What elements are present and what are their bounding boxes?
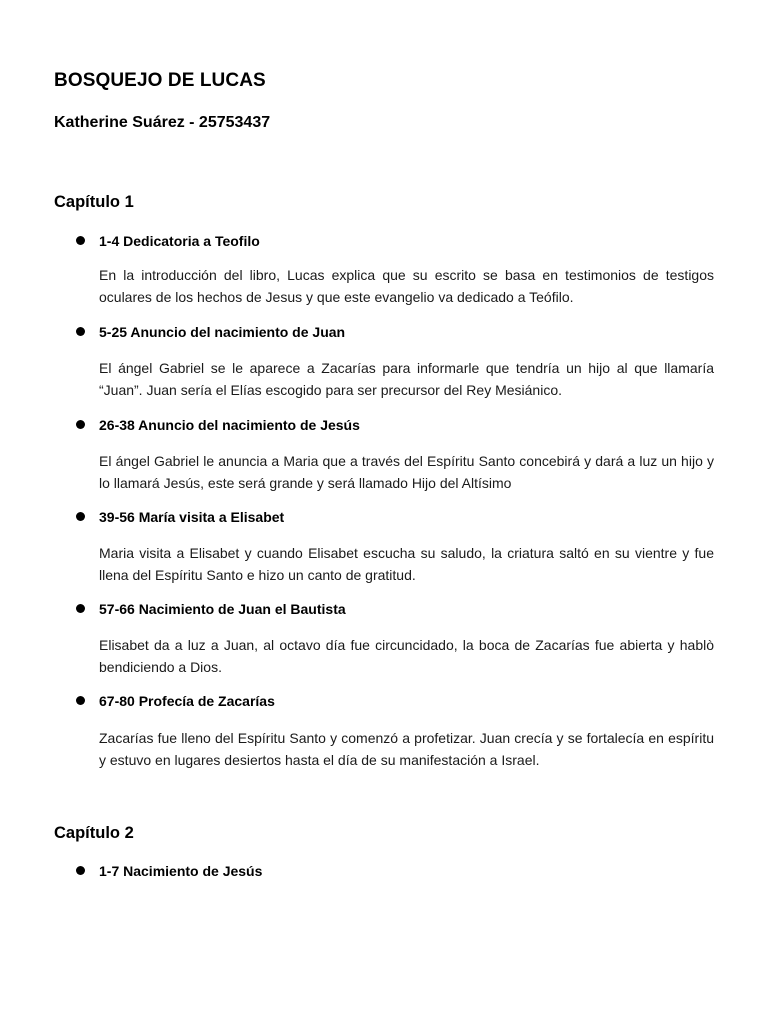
list-item [54, 861, 714, 881]
document-author: Katherine Suárez - 25753437 [54, 114, 271, 131]
bullet-icon [76, 696, 85, 705]
bullet-icon [76, 236, 85, 245]
entry-body: Zacarías fue lleno del Espíritu Santo y comenzó a profetizar. Juan crecía y se fortalecía en espíritu y estuvo en lugares desiertos hasta el día de su manifestación a Israel. [99, 730, 714, 768]
list-item [54, 691, 714, 711]
entry-body: Elisabet da a luz a Juan, al octavo día fue circuncidado, la boca de Zacarías fue abierta y hablò bendiciendo a Dios. [99, 637, 714, 675]
document-title: BOSQUEJO DE LUCAS [54, 70, 266, 91]
bullet-icon [76, 512, 85, 521]
entry-title: 67-80 Profecía de Zacarías [99, 693, 275, 709]
list-item [54, 599, 714, 619]
entry-body: Maria visita a Elisabet y cuando Elisabet escucha su saludo, la criatura saltó en su vientre y fue llena del Espíritu Santo e hizo un canto de gratitud. [99, 545, 714, 583]
bullet-icon [76, 604, 85, 613]
list-item [54, 415, 714, 435]
list-item [54, 507, 714, 527]
bullet-icon [76, 866, 85, 875]
entry-title: 1-4 Dedicatoria a Teofilo [99, 233, 260, 249]
entry-title: 39-56 María visita a Elisabet [99, 509, 285, 525]
entry-body: En la introducción del libro, Lucas explica que su escrito se basa en testimonios de testigos oculares de los hechos de Jesus y que este evangelio va dedicado a Teófilo. [99, 267, 714, 305]
entry-title: 1-7 Nacimiento de Jesús [99, 863, 263, 879]
bullet-icon [76, 420, 85, 429]
entry-title: 57-66 Nacimiento de Juan el Bautista [99, 601, 346, 617]
chapter-heading: Capítulo 2 [54, 824, 134, 842]
entry-title: 26-38 Anuncio del nacimiento de Jesús [99, 417, 360, 433]
entry-body: El ángel Gabriel le anuncia a Maria que a través del Espíritu Santo concebirá y dará a luz un hijo y lo llamará Jesús, este será grande y será llamado Hijo del Altísimo [99, 453, 714, 491]
chapter-heading: Capítulo 1 [54, 193, 134, 211]
bullet-icon [76, 327, 85, 336]
list-item [54, 231, 714, 251]
list-item [54, 322, 714, 342]
entry-body: El ángel Gabriel se le aparece a Zacarías para informarle que tendría un hijo al que llamaría “Juan”. Juan sería el Elías escogido para ser precursor del Rey Mesiánico. [99, 360, 714, 398]
entry-title: 5-25 Anuncio del nacimiento de Juan [99, 324, 346, 340]
